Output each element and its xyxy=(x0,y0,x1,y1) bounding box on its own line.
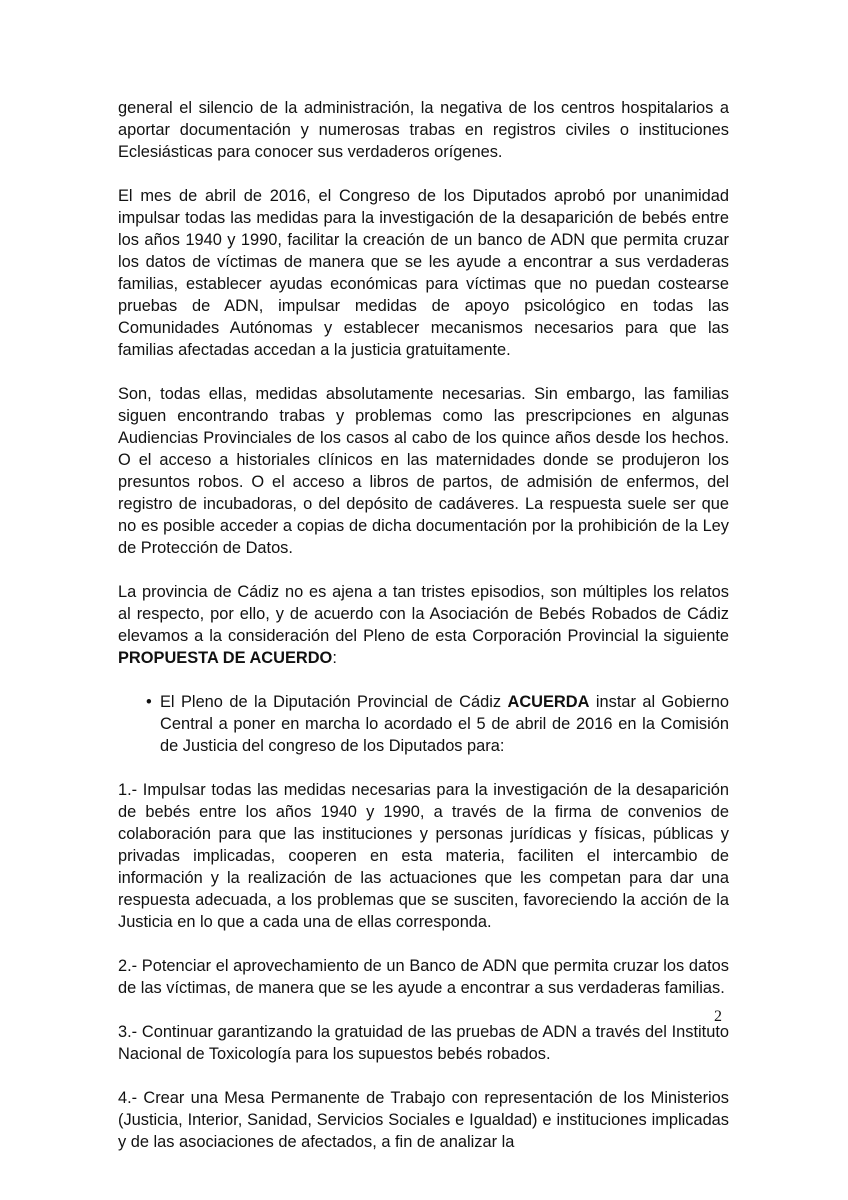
bullet-bold: ACUERDA xyxy=(507,693,590,711)
bullet-text-post: instar al Gobierno Central a poner en marcha lo acordado el 5 de abril de 2016 en la Comisión de Justicia del congreso de los Diputados para: xyxy=(160,693,729,755)
agreement-item-4: 4.- Crear una Mesa Permanente de Trabajo con representación de los Ministerios (Justicia, Interior, Sanidad, Servicios Sociales e Igualdad) e instituciones implicadas y de las asociaciones de afectados, a fin de analizar la xyxy=(118,1089,729,1151)
agreement-item-2: 2.- Potenciar el aprovechamiento de un Banco de ADN que permita cruzar los datos de las víctimas, de manera que se les ayude a encontrar a sus verdaderas familias. xyxy=(118,957,729,997)
bullet-item xyxy=(118,691,729,757)
document-body xyxy=(118,97,729,1153)
bullet-text-pre: El Pleno de la Diputación Provincial de Cádiz xyxy=(160,693,508,711)
proposal-heading: PROPUESTA DE ACUERDO xyxy=(118,649,333,667)
page-number: 2 xyxy=(714,1008,722,1025)
paragraph-4 xyxy=(118,581,729,669)
bullet-text xyxy=(160,691,729,757)
bullet-icon: • xyxy=(146,693,152,711)
agreement-item-1: 1.- Impulsar todas las medidas necesarias para la investigación de la desaparición de bebés entre los años 1940 y 1990, a través de la firma de convenios de colaboración para que las instituciones y personas jurídicas y físicas, públicas y privadas implicadas, cooperen en esta materia, faciliten el intercambio de información y la realización de las actuaciones que les competan para dar una respuesta adecuada, a los problemas que se susciten, favoreciendo la acción de la Justicia en lo que a cada una de ellas corresponda. xyxy=(118,781,729,931)
paragraph-4-end: : xyxy=(332,649,337,667)
paragraph-3: Son, todas ellas, medidas absolutamente necesarias. Sin embargo, las familias siguen encontrando trabas y problemas como las prescripciones en algunas Audiencias Provinciales de los casos al cabo de los quince años desde los hechos. O el acceso a historiales clínicos en las maternidades donde se produjeron los presuntos robos. O el acceso a libros de partos, de admisión de enfermos, del registro de incubadoras, o del depósito de cadáveres. La respuesta suele ser que no es posible acceder a copias de dicha documentación por la prohibición de la Ley de Protección de Datos. xyxy=(118,385,729,557)
agreement-item-3: 3.- Continuar garantizando la gratuidad de las pruebas de ADN a través del Instituto Nacional de Toxicología para los supuestos bebés robados. xyxy=(118,1023,729,1063)
paragraph-2: El mes de abril de 2016, el Congreso de los Diputados aprobó por unanimidad impulsar todas las medidas para la investigación de la desaparición de bebés entre los años 1940 y 1990, facilitar la creación de un banco de ADN que permita cruzar los datos de víctimas de manera que se les ayude a encontrar a sus verdaderas familias, establecer ayudas económicas para víctimas que no puedan costearse pruebas de ADN, impulsar medidas de apoyo psicológico en todas las Comunidades Autónomas y establecer mecanismos necesarios para que las familias afectadas accedan a la justicia gratuitamente. xyxy=(118,187,729,359)
paragraph-1: general el silencio de la administración, la negativa de los centros hospitalarios a aportar documentación y numerosas trabas en registros civiles o instituciones Eclesiásticas para conocer sus verdaderos orígenes. xyxy=(118,99,729,161)
paragraph-4-text: La provincia de Cádiz no es ajena a tan tristes episodios, son múltiples los relatos al respecto, por ello, y de acuerdo con la Asociación de Bebés Robados de Cádiz elevamos a la consideración del Pleno de esta Corporación Provincial la siguiente xyxy=(118,583,729,645)
